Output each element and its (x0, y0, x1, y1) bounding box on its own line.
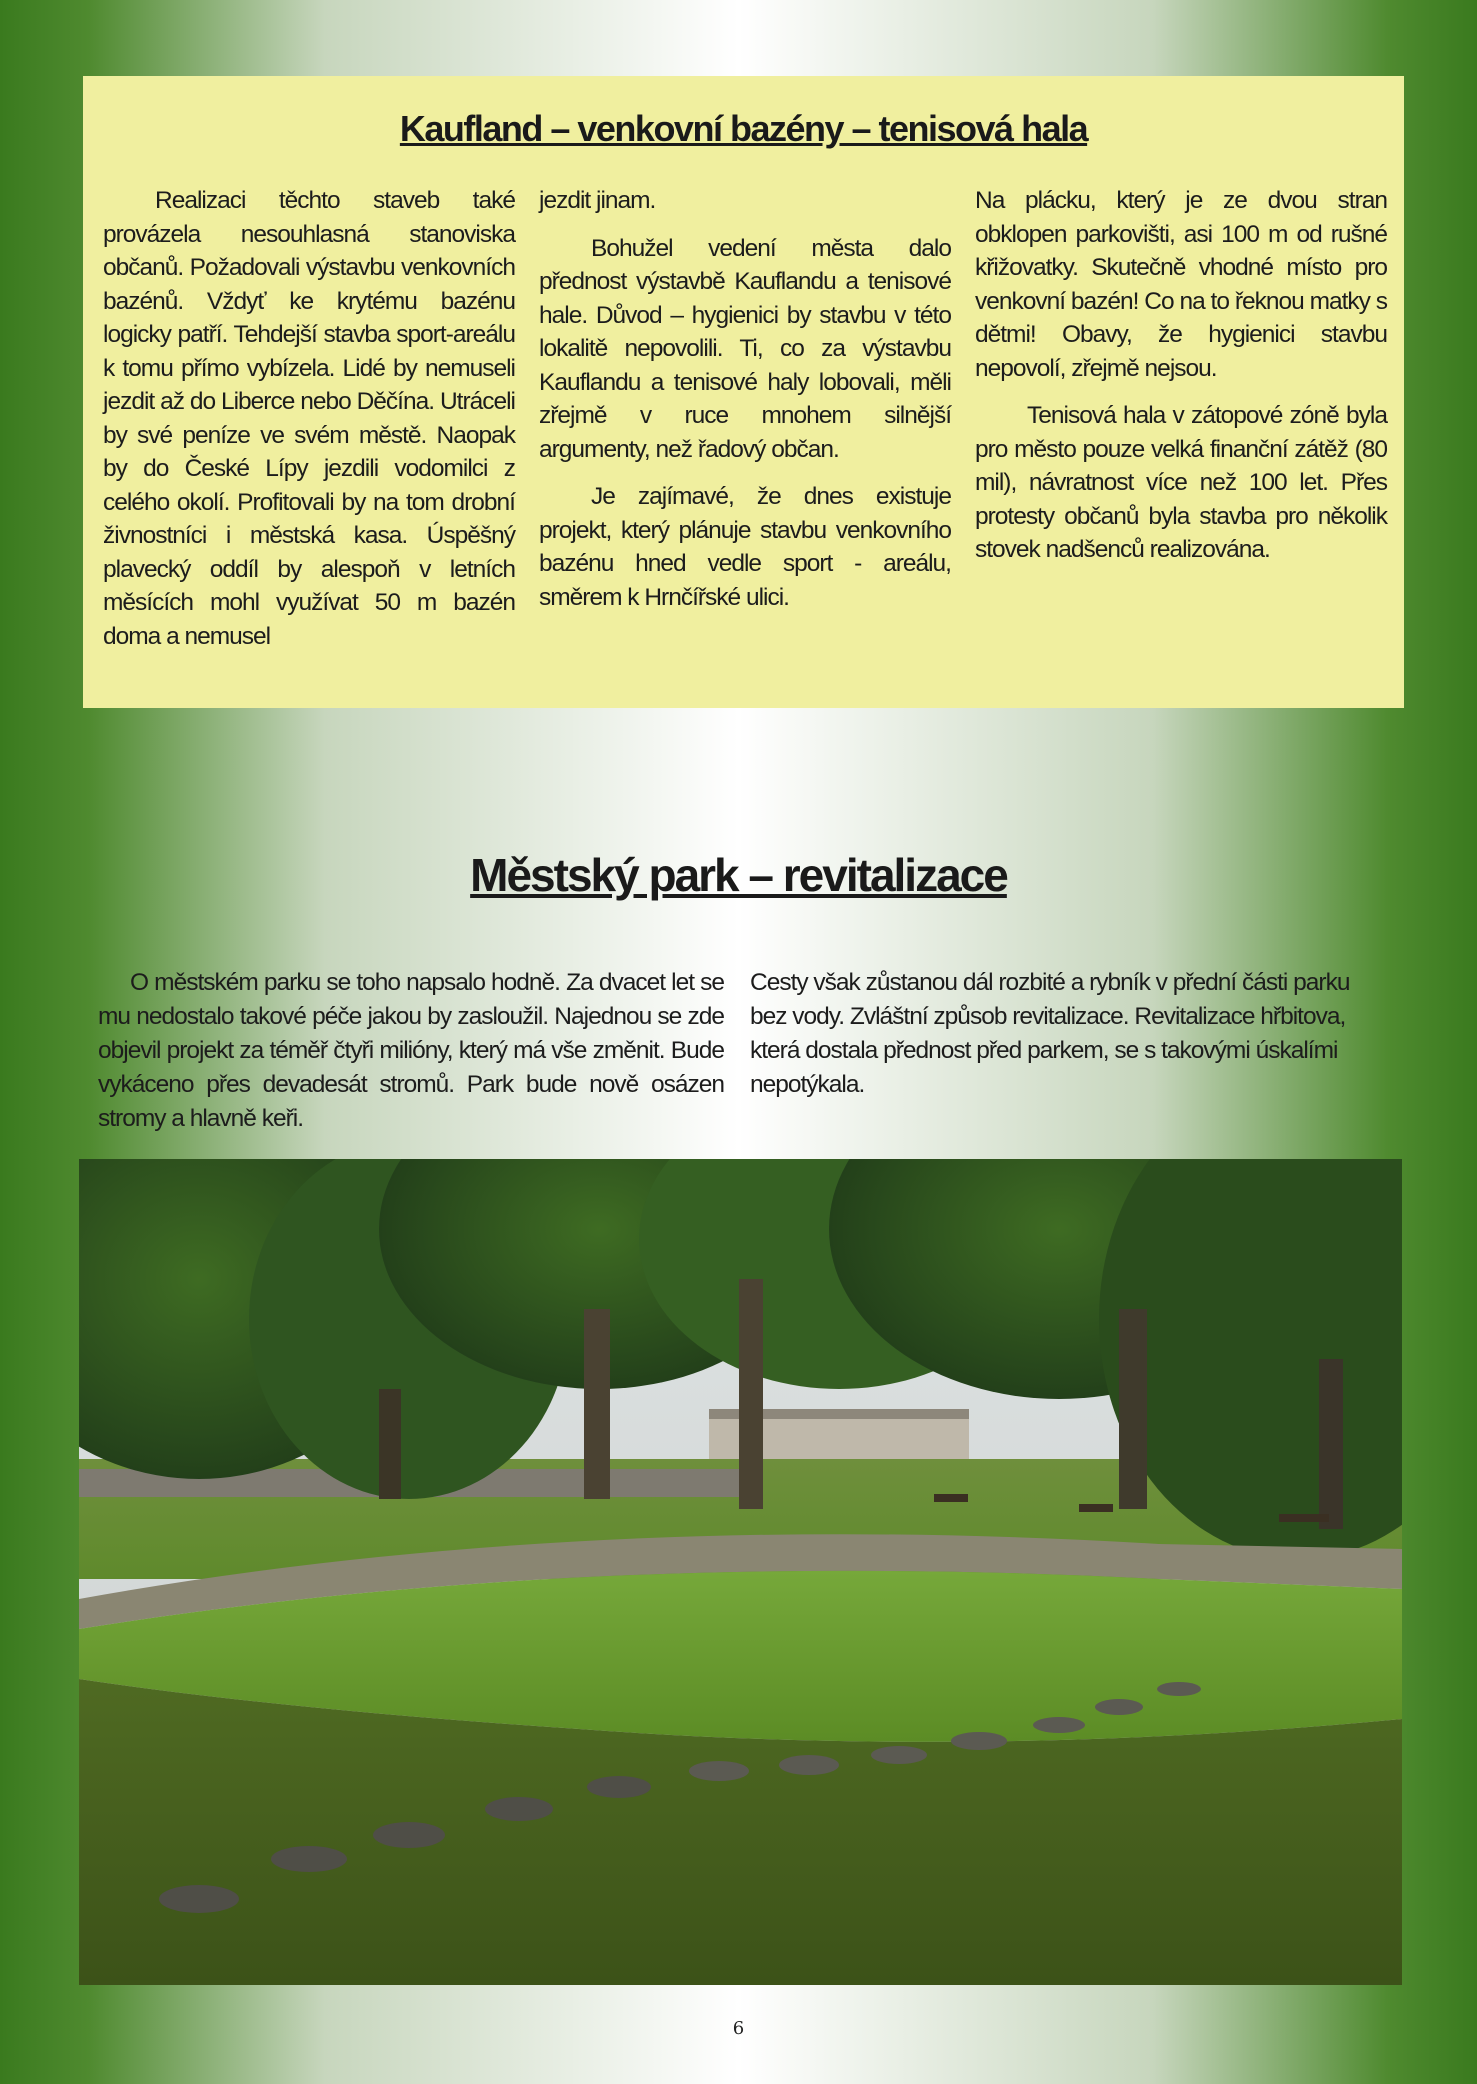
paragraph: Tenisová hala v zátopové zóně byla pro město pouze velká finanční zátěž (80 mil), návratnost více než 100 let. Přes protesty občanů byla stavba pro několik stovek nadšenců realizována. (975, 402, 1387, 563)
paragraph: Je zajímavé, že dnes existuje projekt, který plánuje stavbu venkovního bazénu hned vedle sport - areálu, směrem k Hrnčířské ulici. (539, 483, 951, 611)
park-column-1 (98, 966, 724, 1136)
article-column-2 (539, 184, 951, 628)
park-column-2 (750, 966, 1376, 1102)
kaufland-article-box (83, 76, 1404, 708)
park-heading: Městský park – revitalizace (470, 849, 1007, 901)
park-photo-illustration (79, 1159, 1402, 1985)
paragraph: Bohužel vedení města dalo přednost výstavbě Kauflandu a tenisové hale. Důvod – hygienici by stavbu v této lokalitě nepovolili. Ti, co za výstavbu Kauflandu a tenisové haly lobovali, měli zřejmě v ruce mnohem silnější argumenty, než řadový občan. (539, 234, 951, 463)
paragraph: Realizaci těchto staveb také provázela nesouhlasná stanoviska občanů. Požadovali výstavbu venkovních bazénů. Vždyť ke krytému bazénu logicky patří. Tehdejší stavba sport-areálu k tomu přímo vybízela. Lidé by nemuseli jezdit až do Liberce nebo Děčína. Utráceli by své peníze ve svém městě. Naopak by do České Lípy jezdili vodomilci z celého okolí. Profitovali by na tom drobní živnostníci i městská kasa. Úspěšný plavecký oddíl by alespoň v letních měsících mohl využívat 50 m bazén doma a nemusel (103, 187, 515, 650)
page-number: 6 (732, 2018, 745, 2039)
paragraph: jezdit jinam. (539, 187, 656, 214)
park-photo (79, 1159, 1402, 1985)
kaufland-heading: Kaufland – venkovní bazény – tenisová hala (399, 108, 1088, 149)
paragraph: O městském parku se toho napsalo hodně. Za dvacet let se mu nedostalo takové péče jakou by zasloužil. Najednou se zde objevil projekt za téměř čtyři milióny, který má vše změnit. Bude vykáceno přes devadesát stromů. Park bude nově osázen stromy a hlavně keři. (98, 969, 724, 1132)
paragraph: Na plácku, který je ze dvou stran obklopen parkovišti, asi 100 m od rušné křižovatky. Skutečně vhodné místo pro venkovní bazén! Co na to řeknou matky s dětmi! Obavy, že hygienici stavbu nepovolí, zřejmě nejsou. (975, 187, 1387, 382)
paragraph: Cesty však zůstanou dál rozbité a rybník v přední části parku bez vody. Zvláštní způsob revitalizace. Revitalizace hřbitova, která dostala přednost před parkem, se s takovými úskalími nepotýkala. (750, 969, 1350, 1098)
article-column-3 (975, 184, 1387, 581)
article-column-1 (103, 184, 515, 667)
